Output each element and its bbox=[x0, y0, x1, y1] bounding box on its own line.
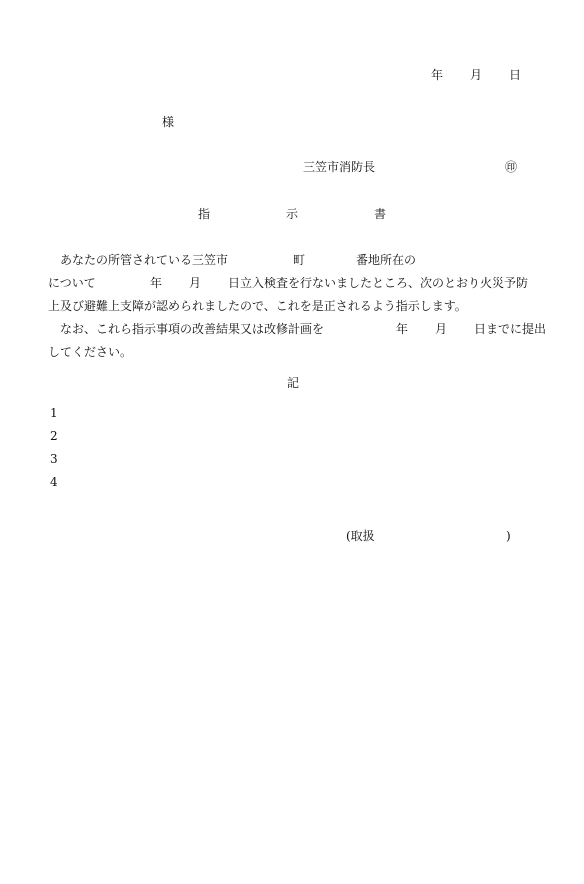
ki-heading: 記 bbox=[287, 376, 300, 390]
date-month-label: 月 bbox=[470, 68, 483, 82]
seal-mark: ㊞ bbox=[505, 160, 518, 174]
body-line-3: 上及び避難上支障が認められましたので、これを是正されるよう指示します。 bbox=[48, 299, 467, 313]
body-line-1-a: あなたの所管されている三笠市 bbox=[60, 253, 229, 267]
body-line-4-a: なお、これら指示事項の改善結果又は改修計画を bbox=[60, 322, 325, 336]
item-number-2: 2 bbox=[50, 429, 58, 443]
date-year-label: 年 bbox=[431, 68, 444, 82]
handler-close: ) bbox=[506, 529, 511, 543]
item-number-3: 3 bbox=[50, 452, 58, 466]
body-line-2-a: について bbox=[48, 276, 96, 290]
body-line-4-b: 年 bbox=[396, 322, 409, 336]
body-line-2-d: 日立入検査を行ないましたところ、次のとおり火災予防 bbox=[228, 276, 529, 290]
body-line-1-b: 町 bbox=[293, 253, 306, 267]
body-line-5: してください。 bbox=[48, 345, 133, 359]
body-line-4-c: 月 bbox=[435, 322, 448, 336]
body-line-1-c: 番地所在の bbox=[356, 253, 417, 267]
body-line-2-b: 年 bbox=[150, 276, 163, 290]
date-day-label: 日 bbox=[509, 68, 522, 82]
doc-title-char-1: 指 bbox=[198, 207, 211, 221]
item-number-1: 1 bbox=[50, 406, 58, 420]
doc-title-char-3: 書 bbox=[374, 207, 387, 221]
body-line-4-d: 日までに提出 bbox=[474, 322, 547, 336]
doc-title-char-2: 示 bbox=[286, 207, 299, 221]
addressee-suffix: 様 bbox=[162, 115, 175, 129]
handler-open: (取扱 bbox=[346, 529, 375, 543]
body-line-2-c: 月 bbox=[189, 276, 202, 290]
issuer-title: 三笠市消防長 bbox=[303, 160, 376, 174]
item-number-4: 4 bbox=[50, 475, 58, 489]
